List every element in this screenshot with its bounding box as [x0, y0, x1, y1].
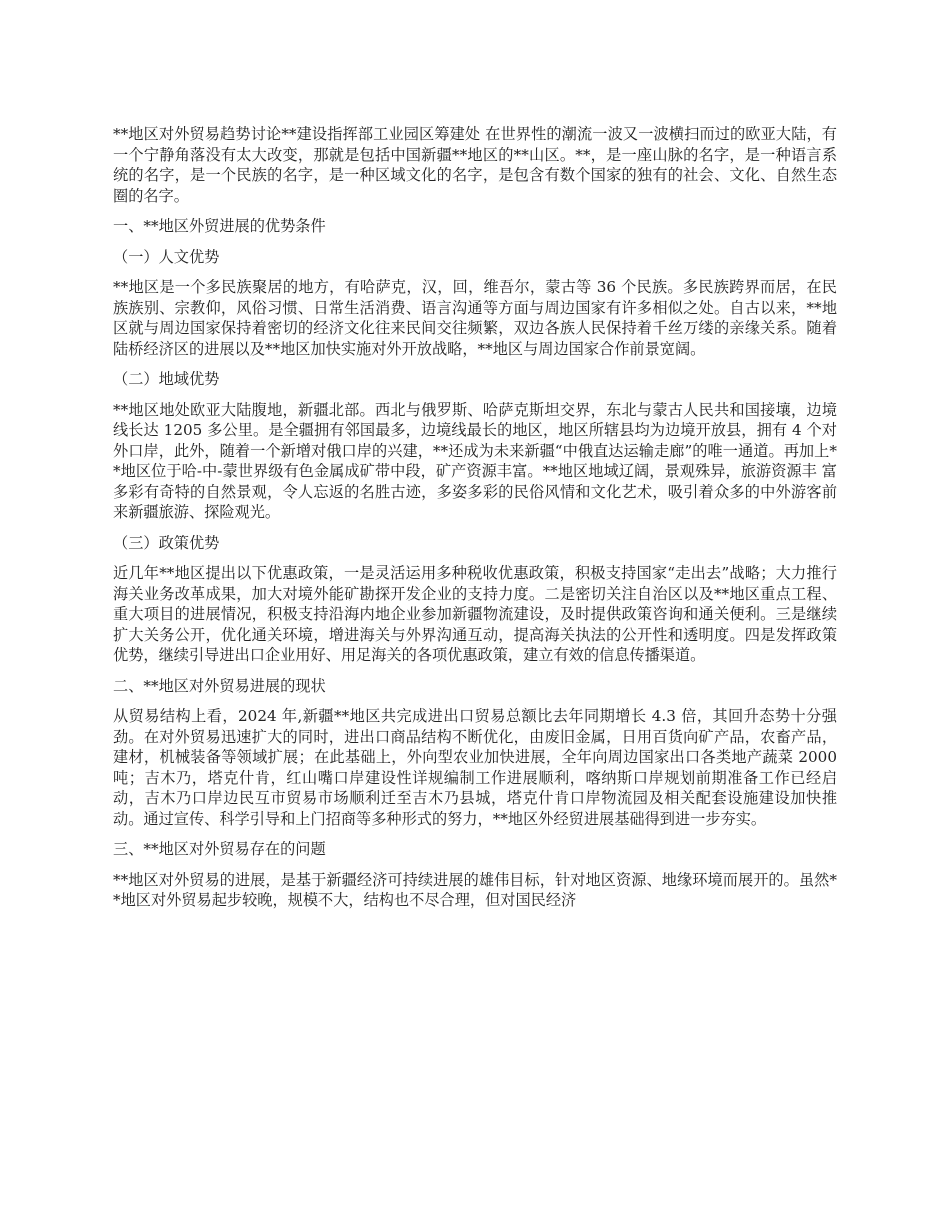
- section-heading-2: 二、**地区对外贸易进展的现状: [113, 676, 326, 695]
- section-heading-3: 三、**地区对外贸易存在的问题: [113, 840, 326, 858]
- document-page: [113, 124, 837, 921]
- section-heading-1: 一、**地区外贸进展的优势条件: [113, 217, 326, 235]
- subsection-heading-geography: （二）地域优势: [113, 370, 220, 388]
- subsection-heading-policy: （三）政策优势: [113, 533, 220, 552]
- subsection-heading-humanities: （一）人文优势: [113, 247, 220, 266]
- paragraph-humanities: **地区是一个多民族聚居的地方，有哈萨克，汉，回，维吾尔，蒙古等 36 个民族。多民族跨界而居，在民族族别、宗教仰，风俗习惯、日常生活消费、语言沟通等方面与周边国家有许多相似之处。自古以来，**地区就与周边国家保持着密切的经济文化往来民间交往频繁，双边各族人民保持着千丝万缕的亲缘关系。随着陆桥经济区的进展以及**地区加快实施对外开放战略，**地区与周边国家合作前景宽阔。: [113, 278, 837, 358]
- intro-paragraph: **地区对外贸易趋势讨论**建设指挥部工业园区筹建处 在世界性的潮流一波又一波横扫而过的欧亚大陆，有一个宁静角落没有太大改变，那就是包括中国新疆**地区的**山区。**，是一座山脉的名字，是一种语言系统的名字，是一个民族的名字，是一种区域文化的名字，是包含有数个国家的独有的社会、文化、自然生态圈的名字。: [113, 125, 837, 205]
- paragraph-problems: **地区对外贸易的进展，是基于新疆经济可持续进展的雄伟目标，针对地区资源、地缘环境而展开的。虽然**地区对外贸易起步较晚，规模不大，结构也不尽合理，但对国民经济: [113, 870, 837, 909]
- paragraph-geography: **地区地处欧亚大陆腹地，新疆北部。西北与俄罗斯、哈萨克斯坦交界，东北与蒙古人民共和国接壤，边境线长达 1205 多公里。是全疆拥有邻国最多，边境线最长的地区，地区所辖县均为边境开放县，拥有 4 个对外口岸，此外，随着一个新增对俄口岸的兴建，**还成为未来新疆“中俄直达运输走廊”的唯一通道。再加上**地区位于哈-中-蒙世界级有色金属成矿带中段，矿产资源丰富。**地区地域辽阔，景观殊异，旅游资源丰 富多彩有奇特的自然景观，令人忘返的名胜古迹，多姿多彩的民俗风情和文化艺术，吸引着众多的中外游客前来新疆旅游、探险观光。: [113, 400, 837, 521]
- paragraph-status: 从贸易结构上看，2024 年,新疆**地区共完成进出口贸易总额比去年同期增长 4.3 倍，其回升态势十分强劲。在对外贸易迅速扩大的同时，进出口商品结构不断优化，由废旧金属，日用百货向矿产品，农畜产品，建材，机械装备等领域扩展；在此基础上，外向型农业加快进展，全年向周边国家出口各类地产蔬菜 2000 吨；吉木乃，塔克什肯，红山嘴口岸建设性详规编制工作进展顺利，喀纳斯口岸规划前期准备工作已经启动，吉木乃口岸边民互市贸易市场顺利迁至吉木乃县城，塔克什肯口岸物流园及相关配套设施建设加快推动。通过宣传、科学引导和上门招商等多种形式的努力，**地区外经贸进展基础得到进一步夯实。: [113, 707, 837, 828]
- paragraph-policy: 近几年**地区提出以下优惠政策，一是灵活运用多种税收优惠政策，积极支持国家“走出去”战略；大力推行海关业务改革成果，加大对境外能矿勘探开发企业的支持力度。二是密切关注自治区以及**地区重点工程、重大项目的进展情况，积极支持沿海内地企业参加新疆物流建设，及时提供政策咨询和通关便利。三是继续扩大关务公开，优化通关环境，增进海关与外界沟通互动，提高海关执法的公开性和透明度。四是发挥政策优势，继续引导进出口企业用好、用足海关的各项优惠政策，建立有效的信息传播渠道。: [113, 564, 837, 664]
